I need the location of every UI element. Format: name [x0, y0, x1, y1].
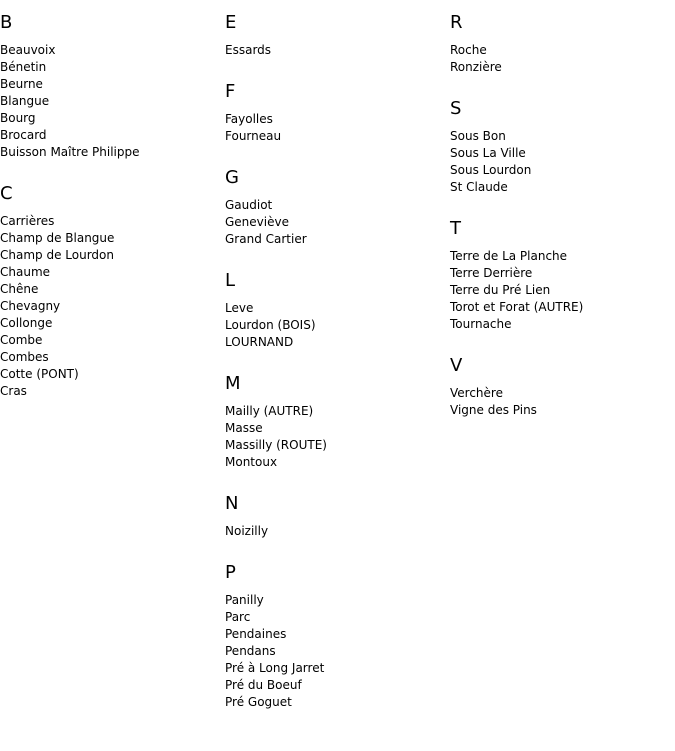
place-name-entry: Combes	[0, 350, 49, 364]
place-name-entry: Roche	[450, 43, 487, 57]
entry-list	[450, 248, 675, 333]
place-name-entry: Beauvoix	[0, 43, 56, 57]
place-name-entry: Pré du Boeuf	[225, 678, 302, 692]
letter-heading: N	[225, 493, 239, 514]
letter-heading: R	[450, 12, 463, 33]
index-column	[0, 12, 225, 733]
letter-group-n	[225, 493, 450, 540]
letter-heading: P	[225, 562, 236, 583]
entry-list	[225, 403, 450, 471]
place-name-entry: Champ de Blangue	[0, 231, 115, 245]
place-name-entry: Pré à Long Jarret	[225, 661, 325, 675]
place-name-entry: Terre du Pré Lien	[450, 283, 551, 297]
letter-heading: G	[225, 167, 239, 188]
place-name-entry: Chêne	[0, 282, 39, 296]
place-name-entry: Beurne	[0, 77, 43, 91]
index-column	[225, 12, 450, 733]
place-name-entry: Cras	[0, 384, 27, 398]
place-name-entry: Chaume	[0, 265, 51, 279]
letter-heading: T	[450, 218, 461, 239]
place-name-entry: LOURNAND	[225, 335, 294, 349]
letter-heading: L	[225, 270, 236, 291]
entry-list	[0, 42, 225, 161]
entry-list	[225, 592, 450, 711]
place-name-entry: Champ de Lourdon	[0, 248, 114, 262]
letter-group-r	[450, 12, 675, 76]
letter-group-p	[225, 562, 450, 711]
place-name-entry: Brocard	[0, 128, 47, 142]
letter-group-e	[225, 12, 450, 59]
place-name-entry: Masse	[225, 421, 263, 435]
place-name-entry: Montoux	[225, 455, 278, 469]
place-name-entry: Pendans	[225, 644, 276, 658]
place-name-entry: Lourdon (BOIS)	[225, 318, 316, 332]
place-name-entry: Sous Bon	[450, 129, 506, 143]
letter-heading: C	[0, 183, 13, 204]
place-name-entry: Pré Goguet	[225, 695, 292, 709]
letter-heading: M	[225, 373, 241, 394]
letter-group-l	[225, 270, 450, 351]
place-name-entry: Vigne des Pins	[450, 403, 537, 417]
place-name-entry: Verchère	[450, 386, 503, 400]
letter-heading: S	[450, 98, 462, 119]
entry-list	[450, 385, 675, 419]
place-name-entry: Panilly	[225, 593, 264, 607]
place-name-entry: Fourneau	[225, 129, 282, 143]
place-name-entry: Torot et Forat (AUTRE)	[450, 300, 584, 314]
letter-group-b	[0, 12, 225, 161]
place-name-entry: Carrières	[0, 214, 55, 228]
place-name-entry: Pendaines	[225, 627, 287, 641]
place-name-entry: Tournache	[450, 317, 512, 331]
index-column	[450, 12, 675, 733]
place-name-entry: Mailly (AUTRE)	[225, 404, 314, 418]
entry-list	[225, 111, 450, 145]
place-name-entry: Leve	[225, 301, 254, 315]
entry-list	[225, 42, 450, 59]
place-name-entry: Gaudiot	[225, 198, 273, 212]
entry-list	[225, 197, 450, 248]
entry-list	[0, 213, 225, 400]
place-name-entry: Parc	[225, 610, 251, 624]
letter-group-s	[450, 98, 675, 196]
place-name-entry: Chevagny	[0, 299, 61, 313]
entry-list	[225, 300, 450, 351]
letter-group-g	[225, 167, 450, 248]
entry-list	[450, 42, 675, 76]
place-name-entry: Sous Lourdon	[450, 163, 532, 177]
place-name-entry: Cotte (PONT)	[0, 367, 79, 381]
entry-list	[225, 523, 450, 540]
place-name-entry: Geneviève	[225, 215, 289, 229]
letter-group-t	[450, 218, 675, 333]
letter-group-f	[225, 81, 450, 145]
place-name-entry: Bourg	[0, 111, 36, 125]
place-name-entry: Massilly (ROUTE)	[225, 438, 327, 452]
place-name-entry: Ronzière	[450, 60, 502, 74]
place-name-entry: Fayolles	[225, 112, 273, 126]
place-name-entry: Buisson Maître Philippe	[0, 145, 140, 159]
letter-heading: F	[225, 81, 236, 102]
place-name-entry: Sous La Ville	[450, 146, 526, 160]
place-name-entry: Blangue	[0, 94, 50, 108]
entry-list	[450, 128, 675, 196]
place-name-entry: St Claude	[450, 180, 508, 194]
place-name-entry: Bénetin	[0, 60, 47, 74]
letter-group-m	[225, 373, 450, 471]
letter-group-v	[450, 355, 675, 419]
place-name-entry: Terre Derrière	[450, 266, 533, 280]
place-name-entry: Essards	[225, 43, 272, 57]
letter-group-c	[0, 183, 225, 400]
letter-heading: E	[225, 12, 237, 33]
place-name-entry: Collonge	[0, 316, 53, 330]
place-name-entry: Combe	[0, 333, 43, 347]
place-name-entry: Grand Cartier	[225, 232, 307, 246]
place-name-entry: Terre de La Planche	[450, 249, 568, 263]
place-name-entry: Noizilly	[225, 524, 269, 538]
letter-heading: V	[450, 355, 463, 376]
alphabetical-index	[0, 12, 675, 733]
letter-heading: B	[0, 12, 13, 33]
